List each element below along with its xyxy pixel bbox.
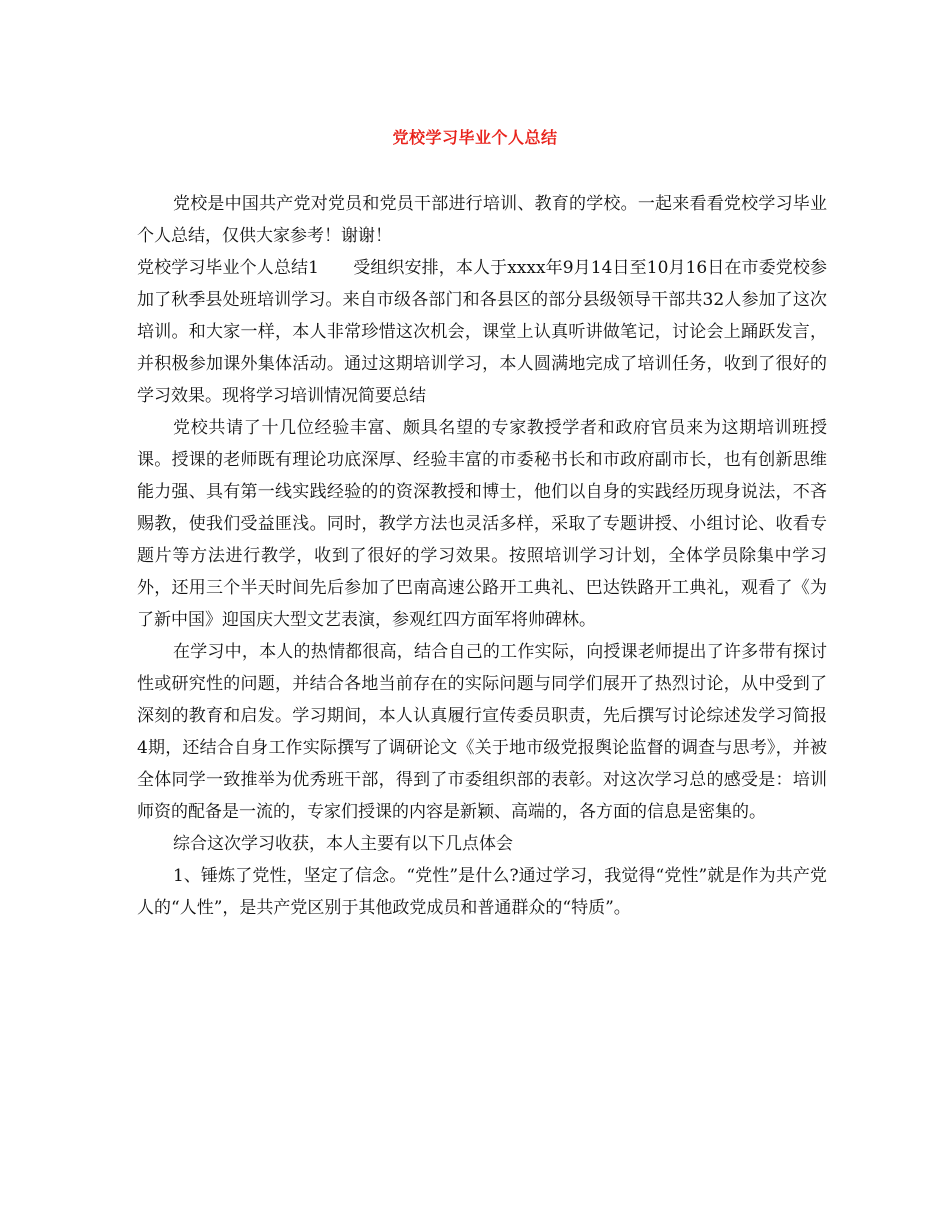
paragraph-teachers: 党校共请了十几位经验丰富、颇具名望的专家教授学者和政府官员来为这期培训班授课。授课的老师既有理论功底深厚、经验丰富的市委秘书长和市政府副市长，也有创新思维能力强、具有第一线实践经验的的资深教授和博士，他们以自身的实践经历现身说法，不吝赐教，使我们受益匪浅。同时，教学方法也灵活多样，采取了专题讲授、小组讨论、收看专题片等方法进行教学，收到了很好的学习效果。按照培训学习计划，全体学员除集中学习外，还用三个半天时间先后参加了巴南高速公路开工典礼、巴达铁路开工典礼，观看了《为了新中国》迎国庆大型文艺表演，参观红四方面军将帅碑林。 [137, 418, 827, 630]
document-title: 党校学习毕业个人总结 [392, 128, 558, 147]
paragraph-summary-1: 党校学习毕业个人总结1 受组织安排，本人于xxxx年9月14日至10月16日在市委党校参加了秋季县处班培训学习。来自市级各部门和各县区的部分县级领导干部共32人参加了这次培训。和大家一样，本人非常珍惜这次机会，课堂上认真听讲做笔记，讨论会上踊跃发言，并积极参加课外集体活动。通过这期培训学习，本人圆满地完成了培训任务，收到了很好的学习效果。现将学习培训情况简要总结 [137, 258, 827, 406]
paragraph-intro: 党校是中国共产党对党员和党员干部进行培训、教育的学校。一起来看看党校学习毕业个人总结，仅供大家参考！谢谢！ [137, 194, 827, 246]
paragraph-study: 在学习中，本人的热情都很高，结合自己的工作实际，向授课老师提出了许多带有探讨性或研究性的问题，并结合各地当前存在的实际问题与同学们展开了热烈讨论，从中受到了深刻的教育和启发。学习期间，本人认真履行宣传委员职责，先后撰写讨论综述发学习简报4期，还结合自身工作实际撰写了调研论文《关于地市级党报舆论监督的调查与思考》，并被全体同学一致推举为优秀班干部，得到了市委组织部的表彰。对这次学习总的感受是：培训师资的配备是一流的，专家们授课的内容是新颖、高端的，各方面的信息是密集的。 [137, 642, 827, 822]
paragraph-point-1: 1、锤炼了党性，坚定了信念。“党性”是什么?通过学习，我觉得“党性”就是作为共产党人的“人性”，是共产党区别于其他政党成员和普通群众的“特质”。 [137, 866, 827, 918]
paragraph-gains: 综合这次学习收获，本人主要有以下几点体会 [173, 834, 513, 854]
document-body [137, 188, 827, 924]
